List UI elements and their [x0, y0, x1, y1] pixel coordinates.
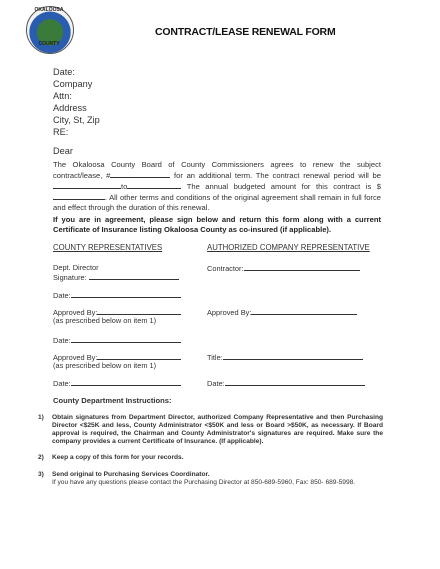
- approved-by-field-1[interactable]: [97, 307, 181, 315]
- seal-bottom-text: COUNTY: [38, 41, 60, 47]
- period-end-field[interactable]: [127, 181, 181, 189]
- instruction-item-1: [38, 414, 383, 446]
- county-representatives-header: COUNTY REPRESENTATIVES: [53, 243, 163, 252]
- address-re: RE:: [53, 127, 69, 137]
- company-title-row: [207, 352, 363, 362]
- date-field-1[interactable]: [71, 290, 181, 298]
- signature-row: [53, 272, 179, 282]
- company-approved-by-row: [207, 307, 357, 317]
- contractor-label: Contractor:: [207, 264, 244, 273]
- date-row-2: [53, 335, 181, 345]
- company-date-row: [207, 378, 365, 388]
- date-label-3: Date:: [53, 379, 71, 388]
- dept-director-label: Dept. Director: [53, 263, 99, 272]
- contact-note: If you have any questions please contact the Purchasing Director at 850-689-5960, Fax: 850- 689-5998.: [52, 479, 356, 486]
- instructions-heading: County Department Instructions:: [53, 396, 172, 405]
- approved-by-field-2[interactable]: [97, 352, 181, 360]
- address-city: City, St, Zip: [53, 115, 100, 125]
- company-title-label: Title:: [207, 353, 223, 362]
- instruction-item-3: [38, 471, 383, 487]
- date-label-1: Date:: [53, 291, 71, 300]
- address-attn: Attn:: [53, 91, 72, 101]
- company-approved-by-label: Approved By:: [207, 308, 252, 317]
- instruction-number-1: 1): [38, 414, 44, 421]
- date-row-1: [53, 290, 181, 300]
- approved-by-label-1: Approved By:: [53, 308, 98, 317]
- company-approved-by-field[interactable]: [251, 307, 357, 315]
- date-label-2: Date:: [53, 336, 71, 345]
- salutation: Dear: [53, 146, 73, 156]
- instruction-number-3: 3): [38, 471, 44, 478]
- company-date-label: Date:: [207, 379, 225, 388]
- date-field-3[interactable]: [71, 378, 181, 386]
- renewal-text-c: to: [121, 182, 128, 191]
- renewal-text-d: The annual budgeted amount for this contract is $: [186, 182, 381, 191]
- director-signature-field[interactable]: [89, 272, 179, 280]
- page-title: CONTRACT/LEASE RENEWAL FORM: [155, 26, 336, 38]
- date-field-2[interactable]: [71, 335, 181, 343]
- address-company: Company: [53, 79, 93, 89]
- contractor-field[interactable]: [244, 263, 360, 271]
- instruction-text-3: Send original to Purchasing Services Coordinator.: [52, 471, 210, 478]
- date-row-3: [53, 378, 181, 388]
- company-title-field[interactable]: [223, 352, 363, 360]
- renewal-text-b: for an additional term. The contract renewal period will be: [174, 171, 382, 180]
- instruction-text-2: Keep a copy of this form for your records.: [52, 454, 184, 461]
- approved-by-label-2: Approved By:: [53, 353, 98, 362]
- instruction-text-1: Obtain signatures from Department Director, authorized Company Representative and then Purchasing Director <$25K and less, County Administrator <$50K and less or Board >$50K, as necessary. If Board approval is required, the Chairman and County Administrator's signatures are required. Make sure the company provides a current Certificate of Insurance. (If applicable).: [52, 414, 383, 445]
- contract-number-field[interactable]: [110, 170, 170, 178]
- instruction-item-2: [38, 454, 383, 462]
- signature-label: Signature:: [53, 273, 87, 282]
- instruction-number-2: 2): [38, 454, 44, 461]
- renewal-text-a: The Okaloosa County Board of County Commissioners agrees to renew the subject contract/lease, #: [53, 160, 381, 180]
- company-date-field[interactable]: [225, 378, 365, 386]
- contractor-row: [207, 263, 360, 273]
- company-representative-header: AUTHORIZED COMPANY REPRESENTATIVE: [207, 243, 370, 252]
- budget-amount-field[interactable]: [53, 192, 105, 200]
- agreement-paragraph: If you are in agreement, please sign below and return this form along with a current Certificate of Insurance listing Okaloosa County as co-insured (if applicable).: [53, 215, 381, 234]
- seal-top-text: OKALOOSA: [34, 7, 64, 13]
- prescribed-note-2: (as prescribed below on item 1): [53, 361, 157, 370]
- renewal-paragraph: [53, 160, 381, 213]
- prescribed-note-1: (as prescribed below on item 1): [53, 316, 157, 325]
- period-start-field[interactable]: [53, 181, 121, 189]
- address-street: Address: [53, 103, 87, 113]
- address-date: Date:: [53, 67, 75, 77]
- renewal-text-e: . All other terms and conditions of the original agreement shall remain in full force and effect through the duration of this renewal.: [53, 193, 381, 212]
